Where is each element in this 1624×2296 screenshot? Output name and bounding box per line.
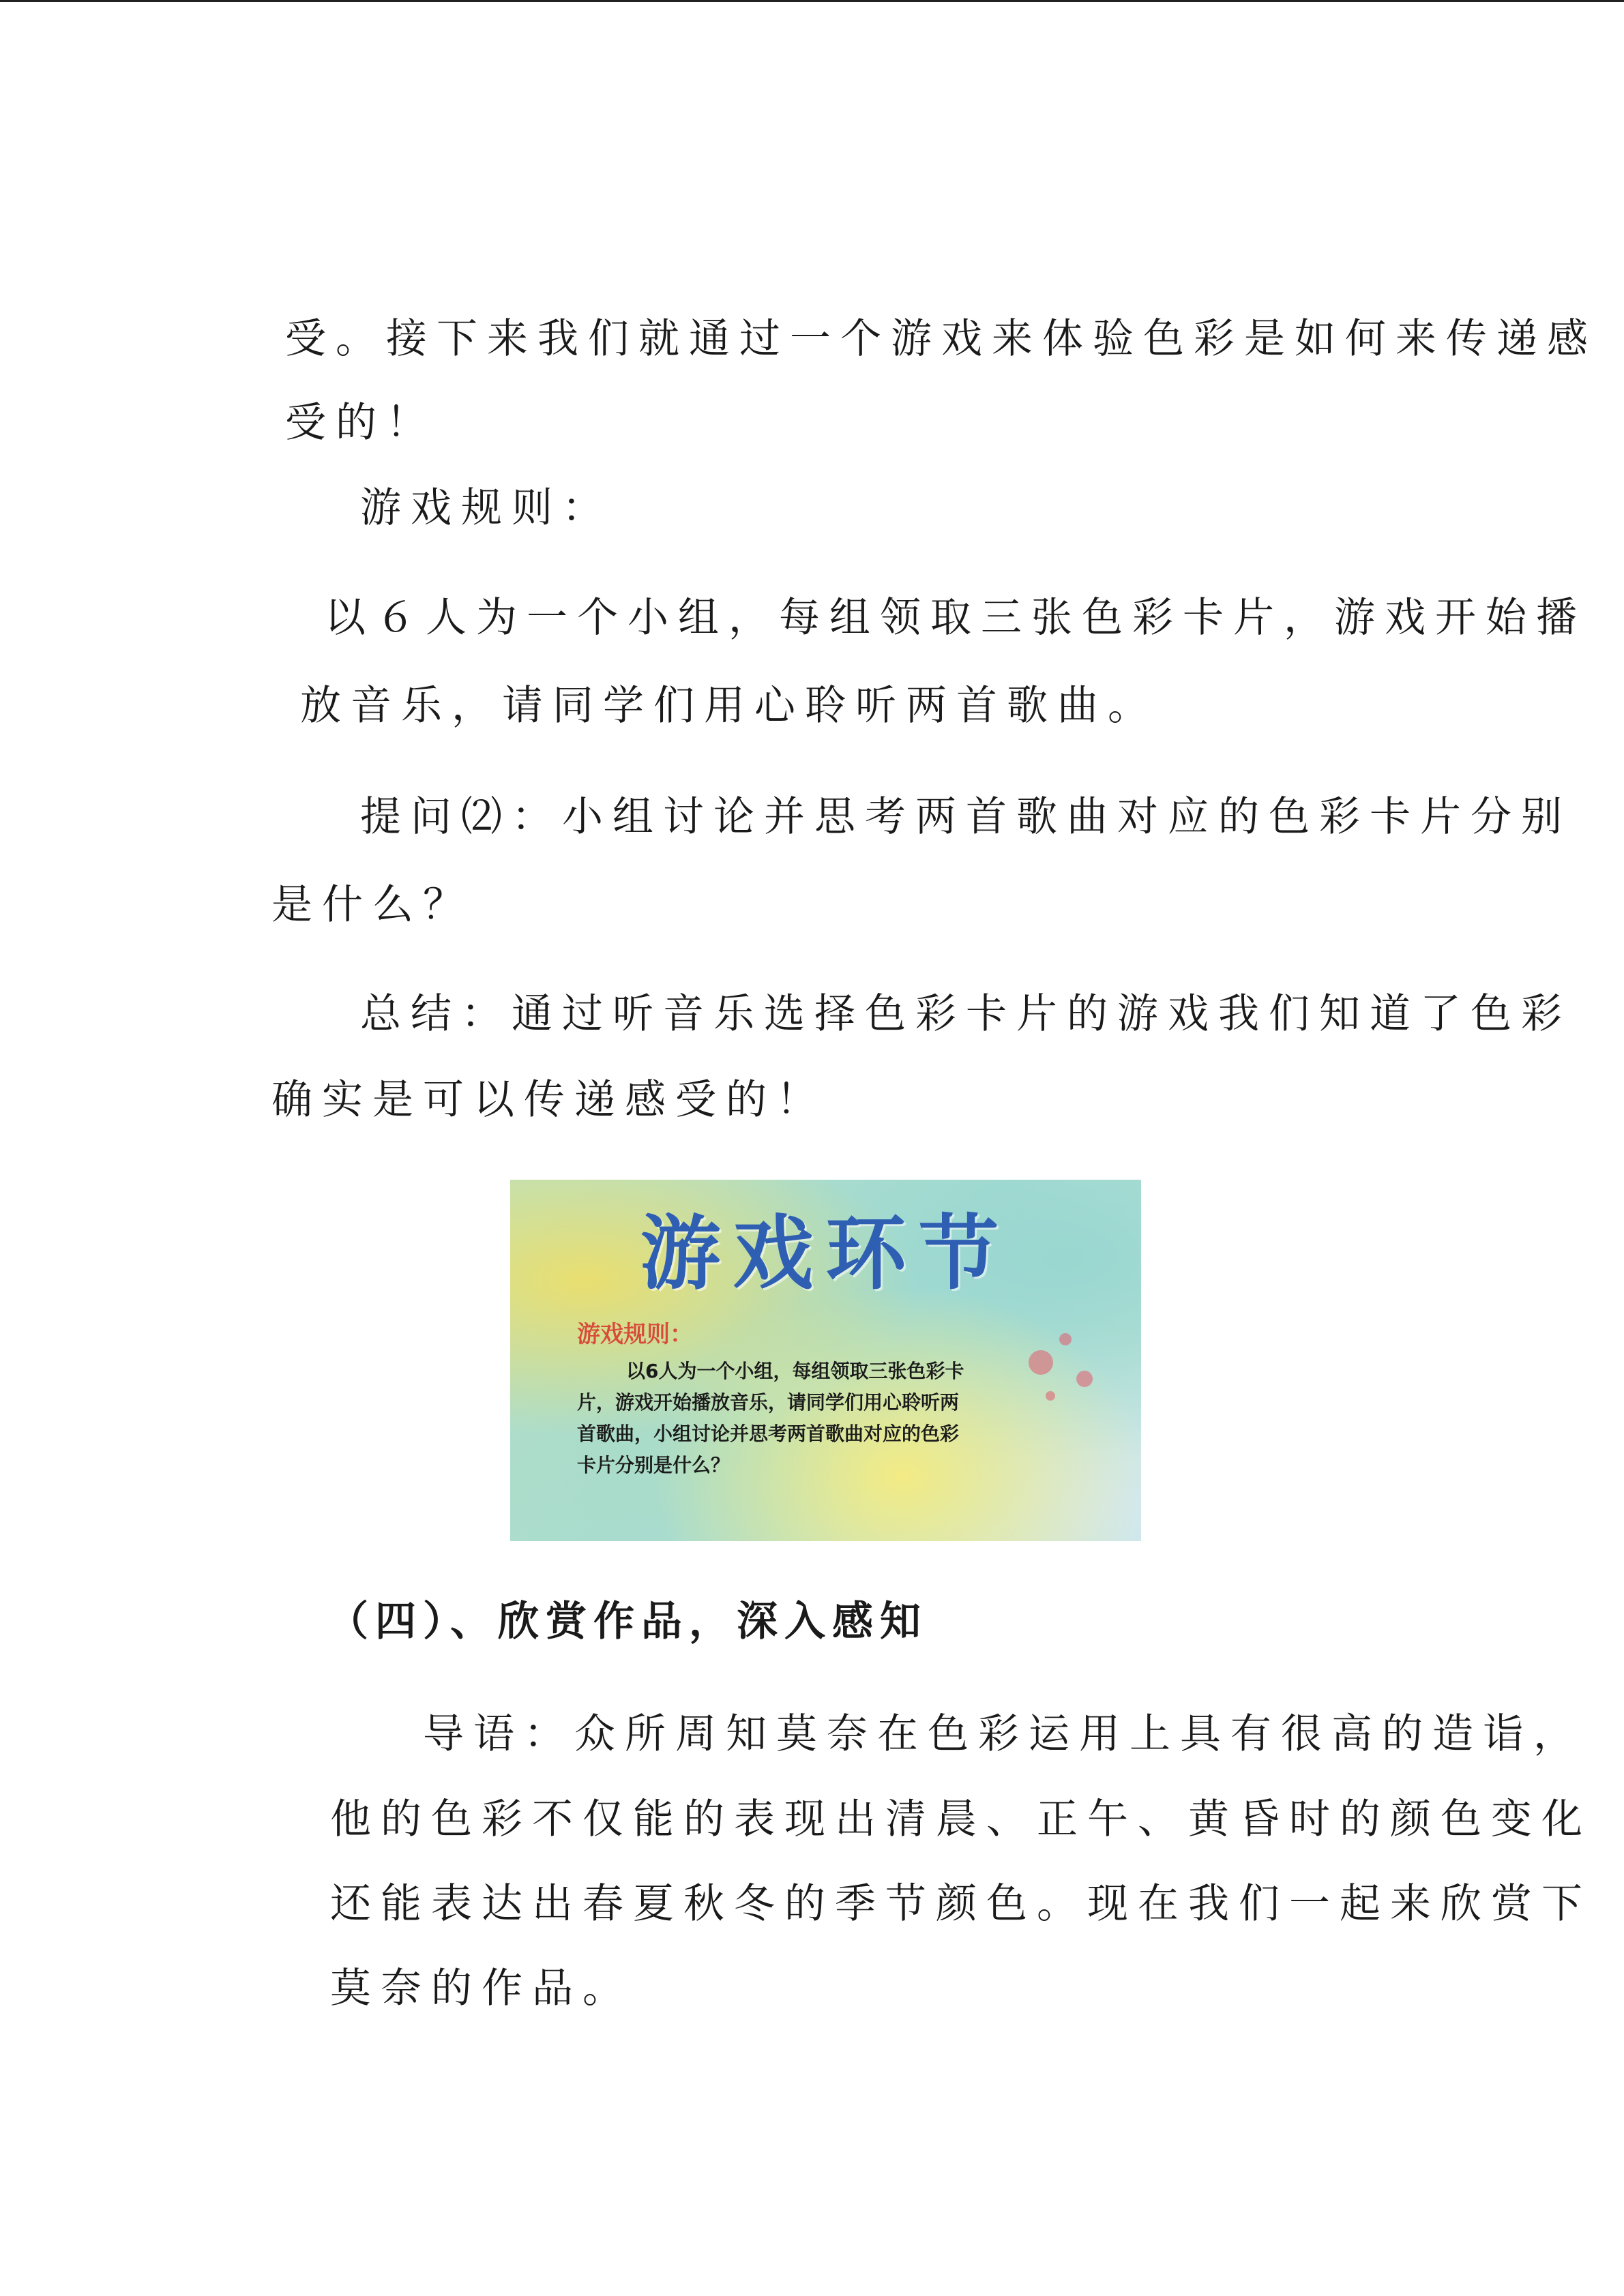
slide-title: 游戏环节 xyxy=(640,1206,1012,1300)
section-line: 导语：众所周知莫奈在色彩运用上具有很高的造诣， xyxy=(423,1710,1584,1758)
section-line: 莫奈的作品。 xyxy=(330,1965,633,2012)
slide-body-line: 片，游戏开始播放音乐，请同学们用心聆听两 xyxy=(577,1391,960,1414)
slide-rules-label: 游戏规则： xyxy=(577,1321,693,1348)
game-rules-label: 游戏规则： xyxy=(360,484,612,532)
page-top-border xyxy=(0,0,1624,2)
paint-splatter xyxy=(1076,1371,1093,1387)
section-heading: （四）、欣赏作品，深入感知 xyxy=(327,1598,928,1645)
slide-body-line: 以6人为一个小组，每组领取三张色彩卡 xyxy=(626,1360,964,1382)
question-line: 提问⑵：小组讨论并思考两首歌曲对应的色彩卡片分别 xyxy=(360,793,1571,841)
section-line: 还能表达出春夏秋冬的季节颜色。现在我们一起来欣赏下 xyxy=(330,1880,1592,1928)
paragraph-line: 受的！ xyxy=(285,399,437,447)
paragraph-line: 是什么？ xyxy=(271,881,473,929)
slide-body-line: 卡片分别是什么？ xyxy=(577,1454,730,1476)
slide-body-line: 首歌曲，小组讨论并思考两首歌曲对应的色彩 xyxy=(577,1422,960,1445)
paint-splatter xyxy=(1059,1333,1072,1345)
slide-body xyxy=(577,1356,1054,1481)
section-line: 他的色彩不仅能的表现出清晨、正午、黄昏时的颜色变化 xyxy=(330,1795,1592,1843)
game-slide-image xyxy=(510,1180,1141,1541)
paragraph-line: 以６人为一个小组，每组领取三张色彩卡片，游戏开始播 xyxy=(325,594,1586,642)
summary-line: 总结：通过听音乐选择色彩卡片的游戏我们知道了色彩 xyxy=(360,990,1571,1038)
paragraph-line: 放音乐，请同学们用心聆听两首歌曲。 xyxy=(300,682,1158,730)
paragraph-line: 确实是可以传递感受的！ xyxy=(271,1076,827,1124)
paragraph-line: 受。接下来我们就通过一个游戏来体验色彩是如何来传递感 xyxy=(285,315,1597,363)
